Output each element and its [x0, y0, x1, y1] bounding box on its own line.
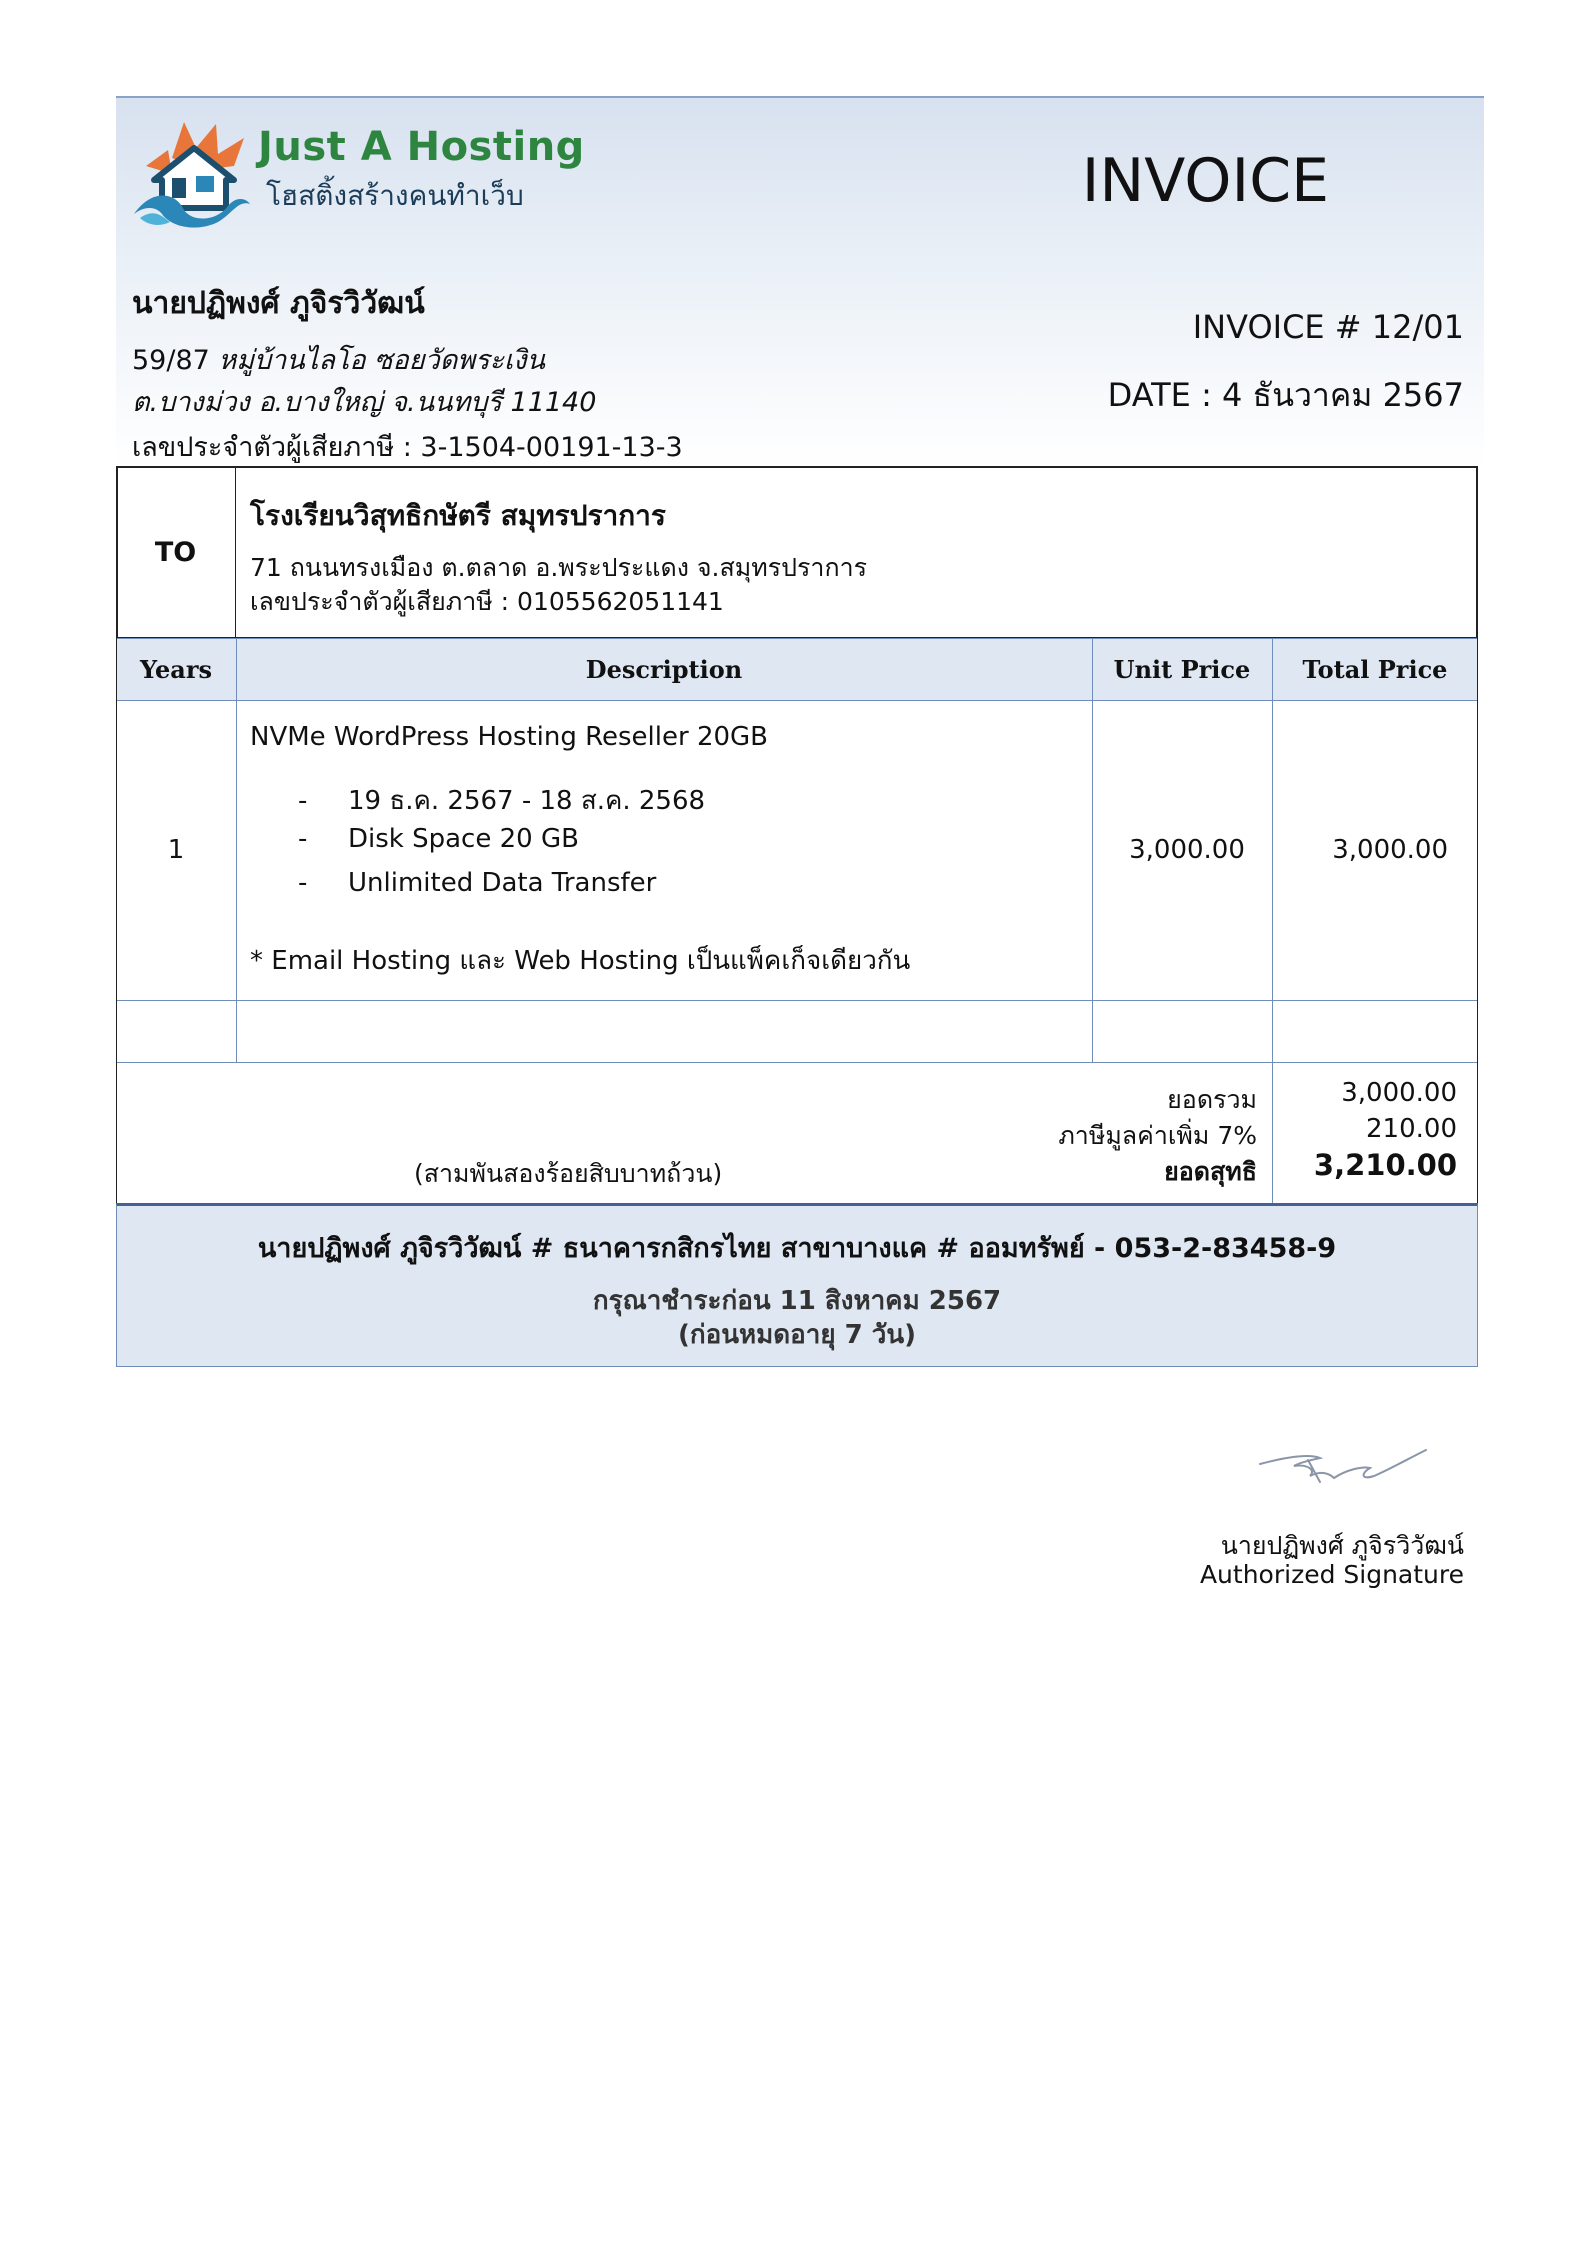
seller-address-village: หมู่บ้านไลโอ ซอยวัดพระเงิน [218, 345, 545, 376]
payment-due: กรุณาชำระก่อน 11 สิงหาคม 2567 [592, 1286, 1002, 1316]
subtotal-value: 3,000.00 [1341, 1078, 1457, 1108]
to-label: TO [116, 466, 236, 638]
row-years: 1 [167, 835, 185, 865]
row-description-item: - Unlimited Data Transfer [298, 868, 657, 898]
seller-address-line2: ต.บางม่วง อ.บางใหญ่ จ.นนทบุรี 11140 [132, 387, 597, 418]
seller-name: นายปฏิพงศ์ ภูจิรวิวัฒน์ [132, 286, 425, 321]
customer-tax-id: เลขประจำตัวผู้เสียภาษี : 0105562051141 [250, 587, 724, 616]
signature-mark [1250, 1430, 1430, 1490]
header-years: Years [139, 654, 213, 684]
net-value: 3,210.00 [1313, 1148, 1457, 1182]
header-unit-price: Unit Price [1113, 654, 1251, 684]
header-description: Description [585, 654, 743, 684]
row-description-item: - Disk Space 20 GB [298, 824, 579, 854]
seller-tax-id: เลขประจำตัวผู้เสียภาษี : 3-1504-00191-13-3 [132, 432, 683, 463]
row-description-note: * Email Hosting และ Web Hosting เป็นแพ็คเก็จเดียวกัน [250, 946, 911, 976]
row-item-text: 19 ธ.ค. 2567 - 18 ส.ค. 2568 [348, 786, 706, 816]
brand-name: Just A Hosting [258, 124, 585, 170]
customer-name: โรงเรียนวิสุทธิกษัตรี สมุทรปราการ [250, 499, 666, 532]
amount-in-words: (สามพันสองร้อยสิบบาทถ้วน) [414, 1159, 723, 1188]
row-item-text: Unlimited Data Transfer [348, 868, 657, 898]
table-rule [116, 638, 1478, 639]
invoice-date: DATE : 4 ธันวาคม 2567 [1107, 376, 1464, 414]
customer-address: 71 ถนนทรงเมือง ต.ตลาด อ.พระประแดง จ.สมุทรปราการ [250, 553, 868, 582]
bank-account: นายปฏิพงศ์ ภูจิรวิวัฒน์ # ธนาคารกสิกรไทย สาขาบางแค # ออมทรัพย์ - 053-2-83458-9 [257, 1233, 1337, 1264]
row-item-text: Disk Space 20 GB [348, 824, 579, 854]
vat-label: ภาษีมูลค่าเพิ่ม 7% [1058, 1121, 1257, 1150]
seller-address-number: 59/87 [132, 345, 210, 376]
row-description-item: - 19 ธ.ค. 2567 - 18 ส.ค. 2568 [298, 786, 706, 816]
seller-address-line1 [132, 338, 545, 381]
header-total-price: Total Price [1302, 654, 1448, 684]
table-rule [116, 1062, 1478, 1063]
table-rule [236, 638, 237, 1062]
table-rule [116, 1000, 1478, 1001]
vat-value: 210.00 [1366, 1114, 1457, 1144]
net-label: ยอดสุทธิ [1164, 1157, 1257, 1186]
row-total-price: 3,000.00 [1332, 835, 1448, 865]
payment-due-note: (ก่อนหมดอายุ 7 วัน) [677, 1320, 917, 1350]
signatory-role: Authorized Signature [1199, 1560, 1464, 1589]
row-unit-price: 3,000.00 [1129, 835, 1245, 865]
signatory-name: นายปฏิพงศ์ ภูจิรวิวัฒน์ [1220, 1531, 1464, 1560]
row-description-title: NVMe WordPress Hosting Reseller 20GB [250, 722, 769, 752]
subtotal-label: ยอดรวม [1167, 1085, 1257, 1114]
brand-tagline: โฮสติ้งสร้างคนทำเว็บ [266, 179, 524, 212]
invoice-number: INVOICE # 12/01 [1192, 308, 1464, 346]
document-title: INVOICE [1081, 146, 1329, 216]
